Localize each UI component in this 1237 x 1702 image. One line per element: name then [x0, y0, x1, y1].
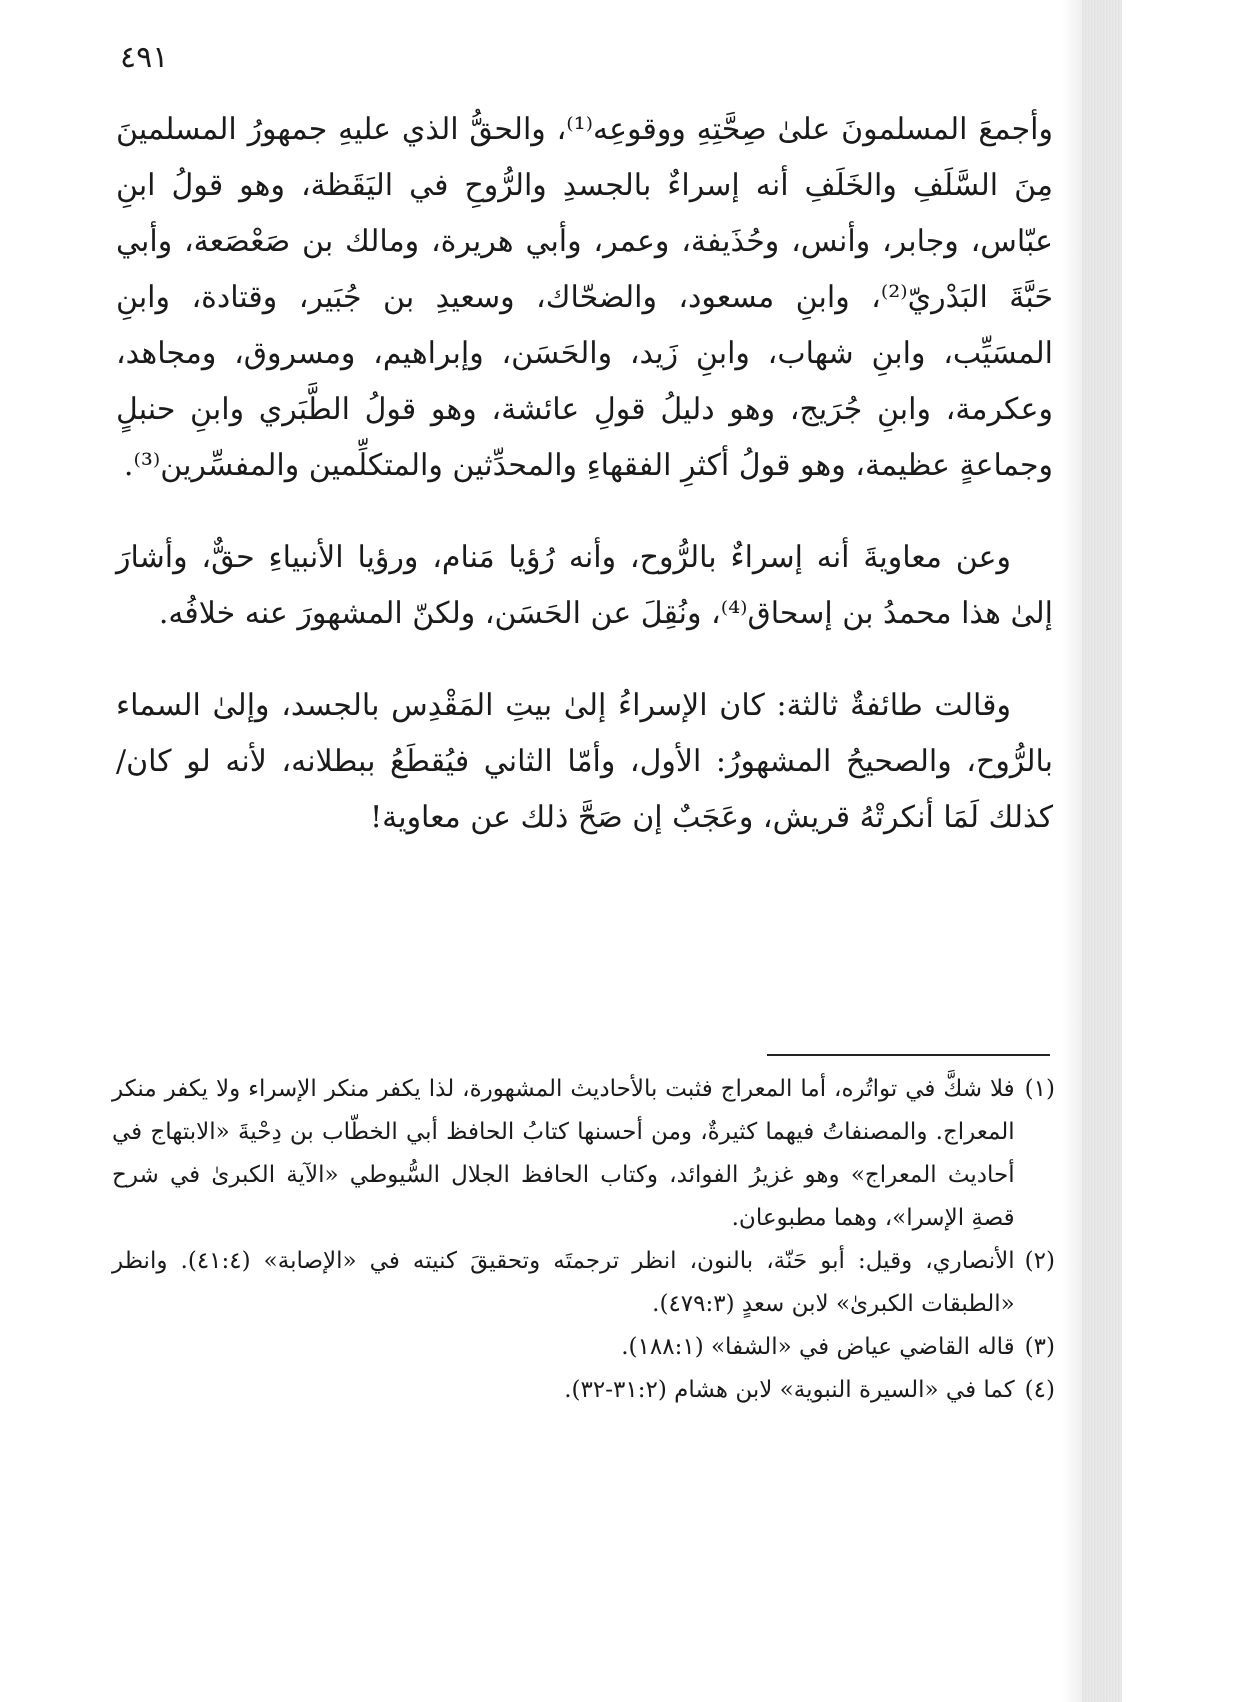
page-edge-shadow	[1062, 0, 1082, 1702]
paragraph-3: وقالت طائفةٌ ثالثة: كان الإسراءُ إلىٰ بيتِ المَقْدِس بالجسد، وإلىٰ السماء بالرُّوح، والصحيحُ المشهورُ: الأول، وأمّا الثاني فيُقطَعُ ببطلانه، لأنه لو كان/ كذلك لَمَا أنكرتْهُ قريش، وعَجَبٌ إن صَحَّ ذلك عن معاوية!	[116, 688, 1053, 835]
footnote-3	[112, 1326, 1055, 1369]
footnote-text: الأنصاري، وقيل: أبو حَنّة، بالنون، انظر ترجمتَه وتحقيقَ كنيته في «الإصابة» (٤١:٤). وانظر «الطبقات الكبرىٰ» لابن سعدٍ (٤٧٩:٣).	[112, 1248, 1015, 1317]
footnote-1	[112, 1068, 1055, 1240]
footnote-number: (١)	[1024, 1076, 1055, 1102]
page-number: ٤٩١	[120, 40, 169, 75]
footnote-number: (٣)	[1024, 1334, 1055, 1360]
footnote-4	[112, 1369, 1055, 1412]
footnote-text: فلا شكَّ في تواتُره، أما المعراج فثبت بالأحاديث المشهورة، لذا يكفر منكر الإسراء ولا يكفر منكر المعراج. والمصنفاتُ فيهما كثيرةٌ، ومن أحسنها كتابُ الحافظ أبي الخطّاب بن دِحْيةَ «الابتهاج في أحاديث المعراج» وهو غزيرُ الفوائد، وكتاب الحافظ الجلال السُّيوطي «الآية الكبرىٰ في شرح قصةِ الإسرا»، وهما مطبوعان.	[112, 1076, 1015, 1231]
footnote-2	[112, 1240, 1055, 1326]
paragraph-2: وعن معاويةَ أنه إسراءٌ بالرُّوح، وأنه رُؤيا مَنام، ورؤيا الأنبياءِ حقٌّ، وأشارَ إلىٰ هذا محمدُ بن إسحاق⁽⁴⁾، ونُقِلَ عن الحَسَن، ولكنّ المشهورَ عنه خلافُه.	[116, 540, 1053, 631]
footnote-number: (٢)	[1024, 1248, 1055, 1274]
footnote-text: كما في «السيرة النبوية» لابن هشام (٣١:٢-٣٢).	[564, 1377, 1015, 1403]
footnote-text: قاله القاضي عياض في «الشفا» (١٨٨:١).	[621, 1334, 1015, 1360]
main-text	[116, 102, 1053, 846]
footnotes	[112, 1068, 1055, 1412]
page-edge-texture	[1082, 0, 1122, 1702]
footnote-number: (٤)	[1024, 1377, 1055, 1403]
paragraph-1: وأجمعَ المسلمونَ علىٰ صِحَّتِهِ ووقوعِه⁽¹⁾، والحقُّ الذي عليهِ جمهورُ المسلمينَ مِنَ السَّلَفِ والخَلَفِ أنه إسراءٌ بالجسدِ والرُّوحِ في اليَقَظة، وهو قولُ ابنِ عبّاس، وجابر، وأنس، وحُذَيفة، وعمر، وأبي هريرة، ومالك بن صَعْصَعة، وأبي حَبَّةَ البَدْريّ⁽²⁾، وابنِ مسعود، والضحّاك، وسعيدِ بن جُبَير، وقتادة، وابنِ المسَيِّب، وابنِ شهاب، وابنِ زَيد، والحَسَن، وإبراهيم، ومسروق، ومجاهد، وعكرمة، وابنِ جُرَيج، وهو دليلُ قولِ عائشة، وهو قولُ الطَّبَري وابنِ حنبلٍ وجماعةٍ عظيمة، وهو قولُ أكثرِ الفقهاءِ والمحدِّثين والمتكلِّمين والمفسِّرين⁽³⁾.	[116, 112, 1054, 483]
footnote-separator	[767, 1054, 1050, 1056]
